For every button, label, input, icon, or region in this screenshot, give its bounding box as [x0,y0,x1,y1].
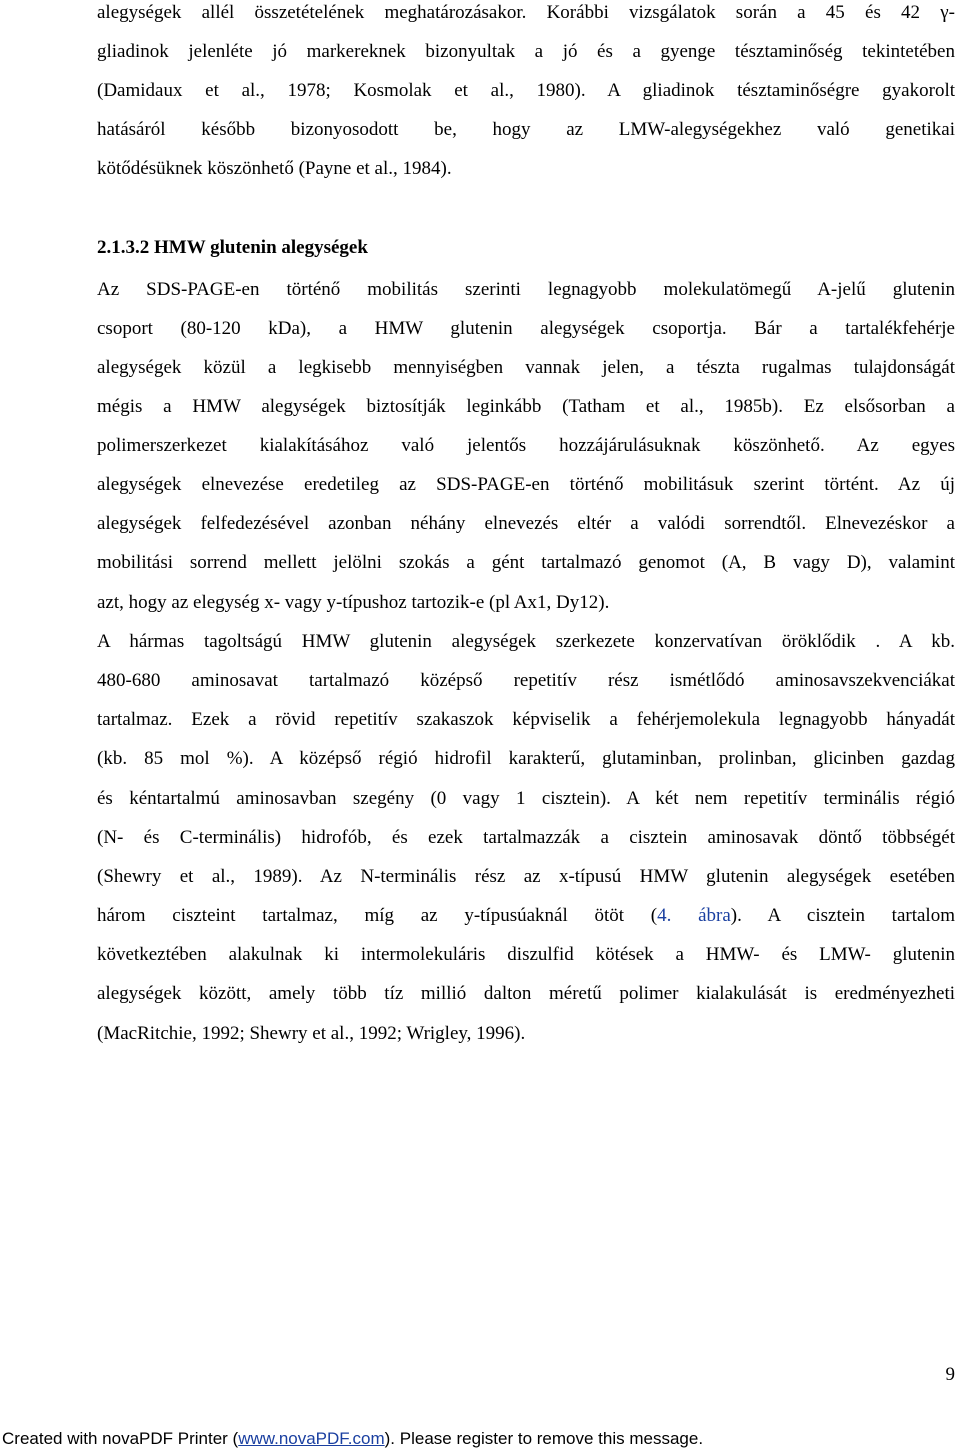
text-line: alegységek felfedezésével azonban néhány elnevezés eltér a valódi sorrendtől. Elnevezéskor a [97,513,955,534]
text-line: (MacRitchie, 1992; Shewry et al., 1992; Wrigley, 1996). [97,1023,526,1044]
text-line: hatásáról később bizonyosodott be, hogy az LMW-alegységekhez való genetikai [97,119,955,140]
text-line: gliadinok jelenléte jó markereknek bizonyultak a jó és a gyenge tésztaminőség tekintetében [97,41,955,62]
text-line: alegységek között, amely több tíz millió dalton méretű polimer kialakulását is eredményezheti [97,983,955,1004]
text-segment: három ciszteint tartalmaz, míg az y-típusúaknál ötöt ( [97,905,658,926]
text-line: (N- és C-terminális) hidrofób, és ezek tartalmazzák a cisztein aminosavak döntő többségét [97,827,955,848]
text-line: (kb. 85 mol %). A középső régió hidrofil karakterű, glutaminban, prolinban, glicinben gazdag [97,748,955,769]
watermark-footer [0,1428,960,1450]
text-line: A hármas tagoltságú HMW glutenin alegységek szerkezete konzervatívan öröklődik . A kb. [97,631,955,652]
figure-reference-link[interactable]: 4. ábra [657,905,731,926]
text-line: mégis a HMW alegységek biztosítják leginkább (Tatham et al., 1985b). Ez elsősorban a [97,396,955,417]
text-line: csoport (80-120 kDa), a HMW glutenin alegységek csoportja. Bár a tartalékfehérje [97,318,955,339]
text-line: Az SDS-PAGE-en történő mobilitás szerinti legnagyobb molekulatömegű A-jelű glutenin [97,279,955,300]
page-number: 9 [945,1364,955,1385]
text-line: (Damidaux et al., 1978; Kosmolak et al., 1980). A gliadinok tésztaminőségre gyakorolt [97,80,955,101]
text-line: 480-680 aminosavat tartalmazó középső repetitív rész ismétlődó aminosavszekvenciákat [97,670,955,691]
text-line: (Shewry et al., 1989). Az N-terminális rész az x-típusú HMW glutenin alegységek esetében [97,866,955,887]
text-line: alegységek közül a legkisebb mennyiségben vannak jelen, a tészta rugalmas tulajdonságát [97,357,955,378]
text-line: alegységek allél összetételének meghatározásakor. Korábbi vizsgálatok során a 45 és 42 γ- [97,2,955,23]
text-segment: ). A cisztein tartalom [730,905,955,926]
text-line: alegységek elnevezése eredetileg az SDS-PAGE-en történő mobilitásuk szerint történt. Az új [97,474,955,495]
footer-text: ). Please register to remove this message. [384,1429,704,1448]
text-line: kötődésüknek köszönhető (Payne et al., 1984). [97,158,452,179]
section-heading: 2.1.3.2 HMW glutenin alegységek [97,237,368,258]
text-line: és kéntartalmú aminosavban szegény (0 vagy 1 cisztein). A két nem repetitív terminális régió [97,788,955,809]
text-line: tartalmaz. Ezek a rövid repetitív szakaszok képviselik a fehérjemolekula legnagyobb hányadát [97,709,955,730]
text-line: mobilitási sorrend mellett jelölni szokás a gént tartalmazó genomot (A, B vagy D), valamint [97,552,955,573]
footer-text: Created with novaPDF Printer ( [2,1429,239,1448]
text-line: azt, hogy az elegység x- vagy y-típushoz tartozik-e (pl Ax1, Dy12). [97,592,610,613]
footer-link[interactable]: www.novaPDF.com [238,1429,385,1448]
text-line: polimerszerkezet kialakításához való jelentős hozzájárulásuknak köszönhető. Az egyes [97,435,955,456]
text-line: következtében alakulnak ki intermolekuláris diszulfid kötések a HMW- és LMW- glutenin [97,944,955,965]
text-line-with-figure-ref [97,905,955,927]
